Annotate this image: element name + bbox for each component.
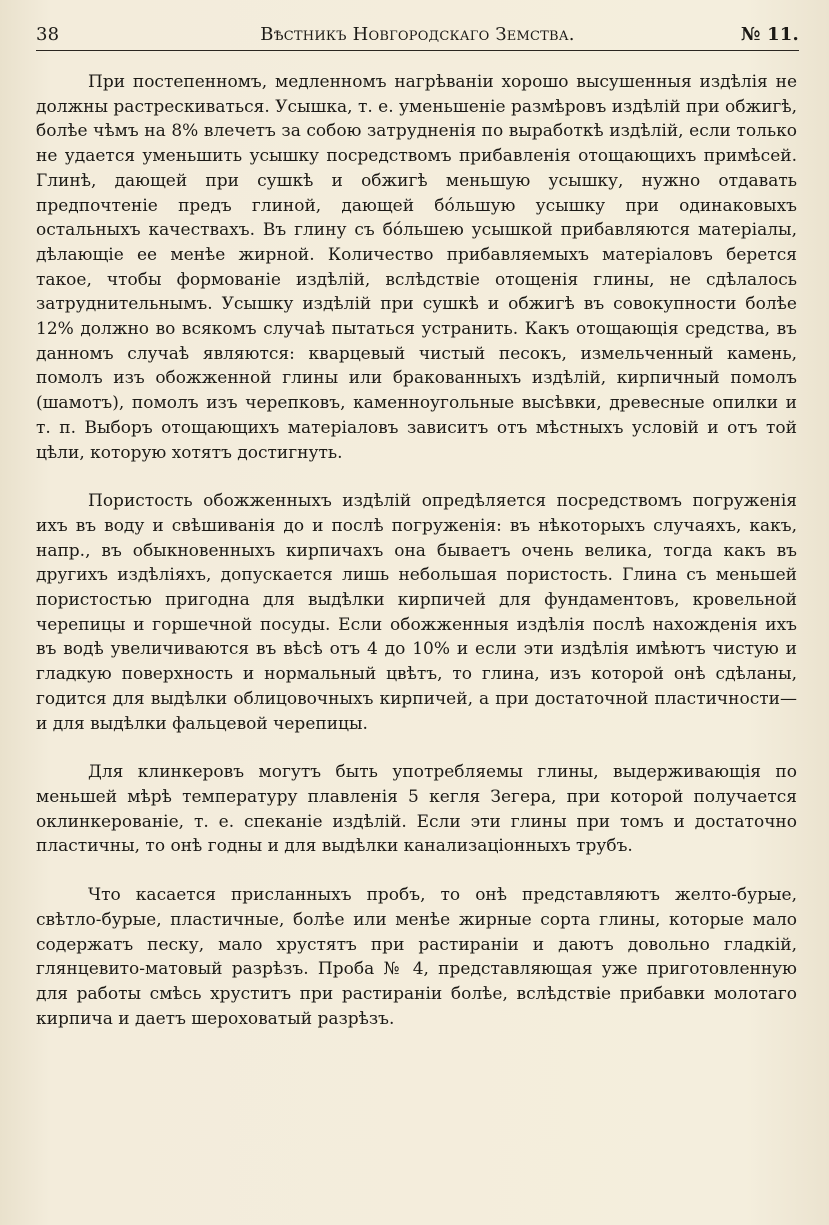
paragraph-clinker: Для клинкеровъ могутъ быть употребляемы глины, выдерживающія по меньшей мѣрѣ температуру плавленія 5 кегля Зегера, при которой получается оклинкерованіе, т. е. спеканіе издѣлій. Если эти глины при томъ и достаточно пластичны, то онѣ годны и для выдѣлки канализаціонныхъ трубъ. [36, 762, 797, 857]
page-number: 38 [36, 24, 60, 45]
journal-title: Вѣстникъ Новгородскаго Земства. [260, 24, 575, 45]
issue-number: № 11. [740, 24, 799, 45]
paragraph-samples: Что касается присланныхъ пробъ, то онѣ представляютъ желто-бурые, свѣтло-бурые, пластичные, болѣе или менѣе жирные сорта глины, которые мало содержатъ песку, мало хрустятъ при растираніи и даютъ довольно гладкій, глянцевито-матовый разрѣзъ. Проба № 4, представляющая уже приготовленную для работы смѣсь хруститъ при растираніи болѣе, вслѣдствіе прибавки молотаго кирпича и даетъ шероховатый разрѣзъ. [36, 885, 797, 1029]
article-body [36, 70, 797, 1055]
paragraph-shrinkage: При постепенномъ, медленномъ нагрѣваніи хорошо высушенныя издѣлія не должны растрескиваться. Усышка, т. е. уменьшеніе размѣровъ издѣлій при обжигѣ, болѣе чѣмъ на 8% влечетъ за собою затрудненія по выработкѣ издѣлій, если только не удается уменьшить усышку посредствомъ прибавленія отощающихъ примѣсей. Глинѣ, дающей при сушкѣ и обжигѣ меньшую усышку, нужно отдавать предпочтеніе предъ глиной, дающей бóльшую усышку при одинаковыхъ остальныхъ качествахъ. Въ глину съ бóльшею усышкой прибавляются матеріалы, дѣлающіе ее менѣе жирной. Количество прибавляемыхъ матеріаловъ берется такое, чтобы формованіе издѣлій, вслѣдствіе отощенія глины, не сдѣлалось затруднительнымъ. Усышку издѣлій при сушкѣ и обжигѣ въ совокупности болѣе 12% должно во всякомъ случаѣ пытаться устранить. Какъ отощающія средства, въ данномъ случаѣ являются: кварцевый чистый песокъ, измельченный камень, помолъ изъ обожженной глины или бракованныхъ издѣлій, кирпичный помолъ (шамотъ), помолъ изъ черепковъ, каменноугольные высѣвки, древесные опилки и т. п. Выборъ отощающихъ матеріаловъ зависитъ отъ мѣстныхъ условій и отъ той цѣли, которую хотятъ достигнуть. [36, 72, 797, 463]
paragraph-porosity: Пористость обожженныхъ издѣлій опредѣляется посредствомъ погруженія ихъ въ воду и свѣшиванія до и послѣ погруженія: въ нѣкоторыхъ случаяхъ, какъ, напр., въ обыкновенныхъ кирпичахъ она бываетъ очень велика, тогда какъ въ другихъ издѣліяхъ, допускается лишь небольшая пористость. Глина съ меньшей пористостью пригодна для выдѣлки кирпичей для фундаментовъ, кровельной черепицы и горшечной посуды. Если обожженныя издѣлія послѣ нахожденія ихъ въ водѣ увеличиваются въ вѣсѣ отъ 4 до 10% и если эти издѣлія имѣютъ чистую и гладкую поверхность и нормальный цвѣтъ, то глина, изъ которой онѣ сдѣланы, годится для выдѣлки облицовочныхъ кирпичей, а при достаточной пластичности—и для выдѣлки фальцевой черепицы. [36, 491, 797, 734]
page-header [36, 20, 799, 51]
